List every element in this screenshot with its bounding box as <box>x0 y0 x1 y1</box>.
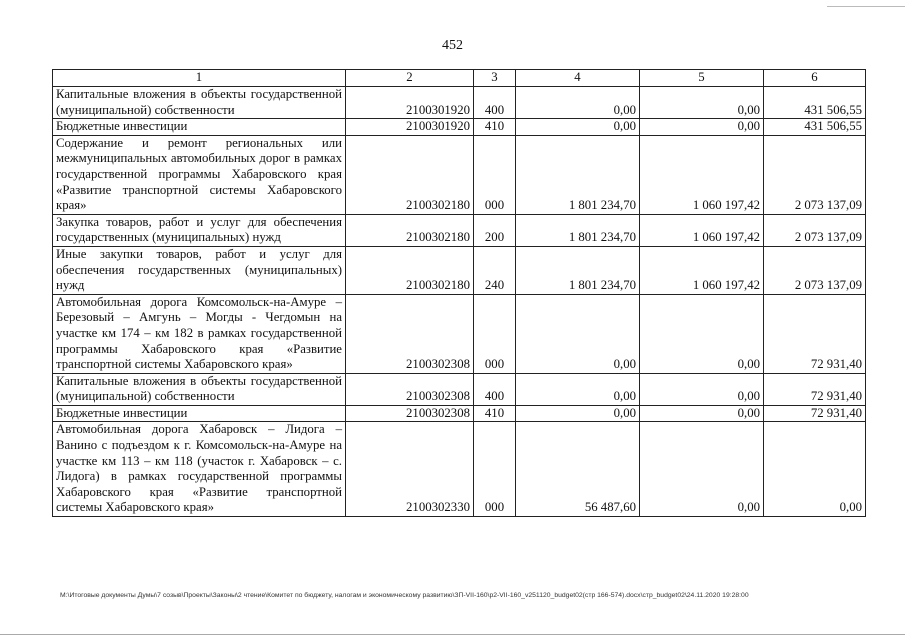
row-value-5: 0,00 <box>640 422 764 517</box>
row-code: 2100302308 <box>346 373 474 405</box>
row-name: Автомобильная дорога Комсомольск-на-Амуре – Березовый – Амгунь – Могды - Чегдомын на участке км 174 – км 182 в рамках государственной программы Хабаровского края «Развитие транспортной системы Хабаровского края» <box>53 294 346 373</box>
row-name: Капитальные вложения в объекты государственной (муниципальной) собственности <box>53 87 346 119</box>
row-value-5: 0,00 <box>640 294 764 373</box>
page-number: 452 <box>442 38 463 53</box>
header-cell: 4 <box>516 70 640 87</box>
row-type: 410 <box>474 405 516 422</box>
row-name: Закупка товаров, работ и услуг для обеспечения государственных (муниципальных) нужд <box>53 214 346 246</box>
row-value-4: 1 801 234,70 <box>516 214 640 246</box>
row-value-6: 431 506,55 <box>764 119 866 136</box>
budget-table <box>52 69 866 517</box>
row-type: 000 <box>474 135 516 214</box>
table-row <box>53 422 866 517</box>
row-type: 240 <box>474 246 516 294</box>
row-value-4: 0,00 <box>516 294 640 373</box>
row-type: 200 <box>474 214 516 246</box>
row-code: 2100301920 <box>346 119 474 136</box>
row-value-6: 72 931,40 <box>764 405 866 422</box>
row-name: Автомобильная дорога Хабаровск – Лидога – Ванино с подъездом к г. Комсомольск-на-Амуре на участке км 113 – км 118 (участок г. Хабаровск – с. Лидога) в рамках государственной программы Хабаровского края «Развитие транспортной системы Хабаровского края» <box>53 422 346 517</box>
top-edge-rule <box>827 6 905 7</box>
table-row <box>53 119 866 136</box>
table-header-row <box>53 70 866 87</box>
row-name: Иные закупки товаров, работ и услуг для обеспечения государственных (муниципальных) нужд <box>53 246 346 294</box>
row-value-6: 2 073 137,09 <box>764 246 866 294</box>
header-cell: 2 <box>346 70 474 87</box>
row-value-4: 0,00 <box>516 119 640 136</box>
row-value-6: 431 506,55 <box>764 87 866 119</box>
header-cell: 5 <box>640 70 764 87</box>
row-value-5: 0,00 <box>640 87 764 119</box>
row-value-5: 0,00 <box>640 405 764 422</box>
header-cell: 6 <box>764 70 866 87</box>
row-code: 2100302308 <box>346 294 474 373</box>
table-row <box>53 135 866 214</box>
document-path-footer: M:\Итоговые документы Думы\7 созыв\Проекты\Законы\2 чтение\Комитет по бюджету, налогам и экономическому развитию\ЗП-VII-160\р2-VII-160_v251120_budget02(стр 166-574).docx\стр_budget02\24.11.2020 19:28:00 <box>60 592 749 599</box>
table-row <box>53 373 866 405</box>
row-value-5: 1 060 197,42 <box>640 214 764 246</box>
row-value-5: 0,00 <box>640 119 764 136</box>
row-value-6: 72 931,40 <box>764 294 866 373</box>
row-value-6: 72 931,40 <box>764 373 866 405</box>
table-row <box>53 246 866 294</box>
row-value-6: 2 073 137,09 <box>764 135 866 214</box>
row-value-4: 56 487,60 <box>516 422 640 517</box>
row-value-5: 1 060 197,42 <box>640 135 764 214</box>
row-name: Бюджетные инвестиции <box>53 405 346 422</box>
row-name: Бюджетные инвестиции <box>53 119 346 136</box>
row-code: 2100302180 <box>346 214 474 246</box>
row-name: Капитальные вложения в объекты государственной (муниципальной) собственности <box>53 373 346 405</box>
row-value-4: 1 801 234,70 <box>516 246 640 294</box>
header-cell: 3 <box>474 70 516 87</box>
row-type: 400 <box>474 373 516 405</box>
row-code: 2100302308 <box>346 405 474 422</box>
row-type: 410 <box>474 119 516 136</box>
row-value-4: 1 801 234,70 <box>516 135 640 214</box>
row-value-4: 0,00 <box>516 373 640 405</box>
table-row <box>53 87 866 119</box>
table-row <box>53 405 866 422</box>
row-value-6: 0,00 <box>764 422 866 517</box>
row-value-6: 2 073 137,09 <box>764 214 866 246</box>
bottom-edge-rule <box>0 634 905 635</box>
table-row <box>53 294 866 373</box>
row-code: 2100302330 <box>346 422 474 517</box>
header-cell: 1 <box>53 70 346 87</box>
row-name: Содержание и ремонт региональных или межмуниципальных автомобильных дорог в рамках государственной программы Хабаровского края «Развитие транспортной системы Хабаровского края» <box>53 135 346 214</box>
row-value-5: 0,00 <box>640 373 764 405</box>
row-value-5: 1 060 197,42 <box>640 246 764 294</box>
row-type: 000 <box>474 422 516 517</box>
row-type: 000 <box>474 294 516 373</box>
row-code: 2100302180 <box>346 246 474 294</box>
row-value-4: 0,00 <box>516 87 640 119</box>
row-code: 2100302180 <box>346 135 474 214</box>
row-type: 400 <box>474 87 516 119</box>
table-row <box>53 214 866 246</box>
row-code: 2100301920 <box>346 87 474 119</box>
row-value-4: 0,00 <box>516 405 640 422</box>
